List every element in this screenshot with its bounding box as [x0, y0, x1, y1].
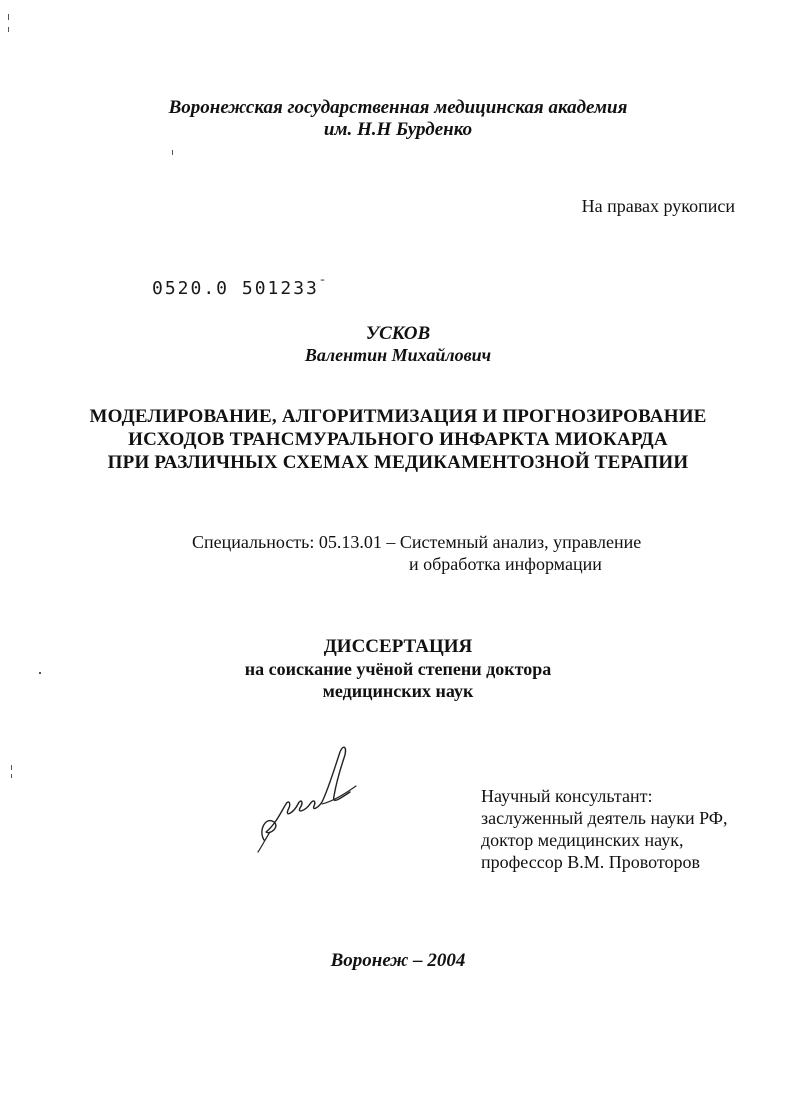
- title-line-1: МОДЕЛИРОВАНИЕ, АЛГОРИТМИЗАЦИЯ И ПРОГНОЗИРОВАНИЕ: [89, 406, 707, 427]
- advisor-honorific: заслуженный деятель науки РФ,: [481, 808, 728, 828]
- scan-speck: [172, 150, 173, 155]
- author-surname: УСКОВ: [365, 323, 431, 344]
- rights-note: На правах рукописи: [581, 196, 735, 216]
- institution-name: Воронежская государственная медицинская академия: [168, 97, 628, 118]
- scan-speck: [8, 14, 9, 20]
- handwritten-signature: [252, 740, 372, 860]
- title-line-2: ИСХОДОВ ТРАНСМУРАЛЬНОГО ИНФАРКТА МИОКАРДА: [128, 429, 668, 450]
- document-type: ДИССЕРТАЦИЯ: [323, 636, 473, 657]
- advisor-label: Научный консультант:: [481, 786, 653, 806]
- advisor-name: профессор В.М. Провоторов: [481, 852, 700, 872]
- institution-dedication: им. Н.Н Бурденко: [323, 119, 473, 140]
- advisor-degree: доктор медицинских наук,: [481, 830, 684, 850]
- city-year: Воронеж – 2004: [330, 950, 466, 971]
- author-given-names: Валентин Михайлович: [304, 345, 492, 365]
- specialty-line-1: Специальность: 05.13.01 – Системный анализ, управление: [192, 532, 642, 552]
- specialty-line-2: и обработка информации: [409, 554, 602, 574]
- degree-line-1: на соискание учёной степени доктора: [244, 659, 552, 679]
- scan-speck: [11, 765, 12, 770]
- archive-number-value: 0520.0 501233: [152, 278, 319, 299]
- archive-number: [152, 278, 328, 299]
- archive-tick-icon: ¯: [318, 278, 329, 292]
- scan-speck: [11, 774, 12, 778]
- degree-line-2: медицинских наук: [322, 681, 474, 701]
- title-line-3: ПРИ РАЗЛИЧНЫХ СХЕМАХ МЕДИКАМЕНТОЗНОЙ ТЕРАПИИ: [107, 452, 689, 473]
- scan-speck: [8, 27, 9, 32]
